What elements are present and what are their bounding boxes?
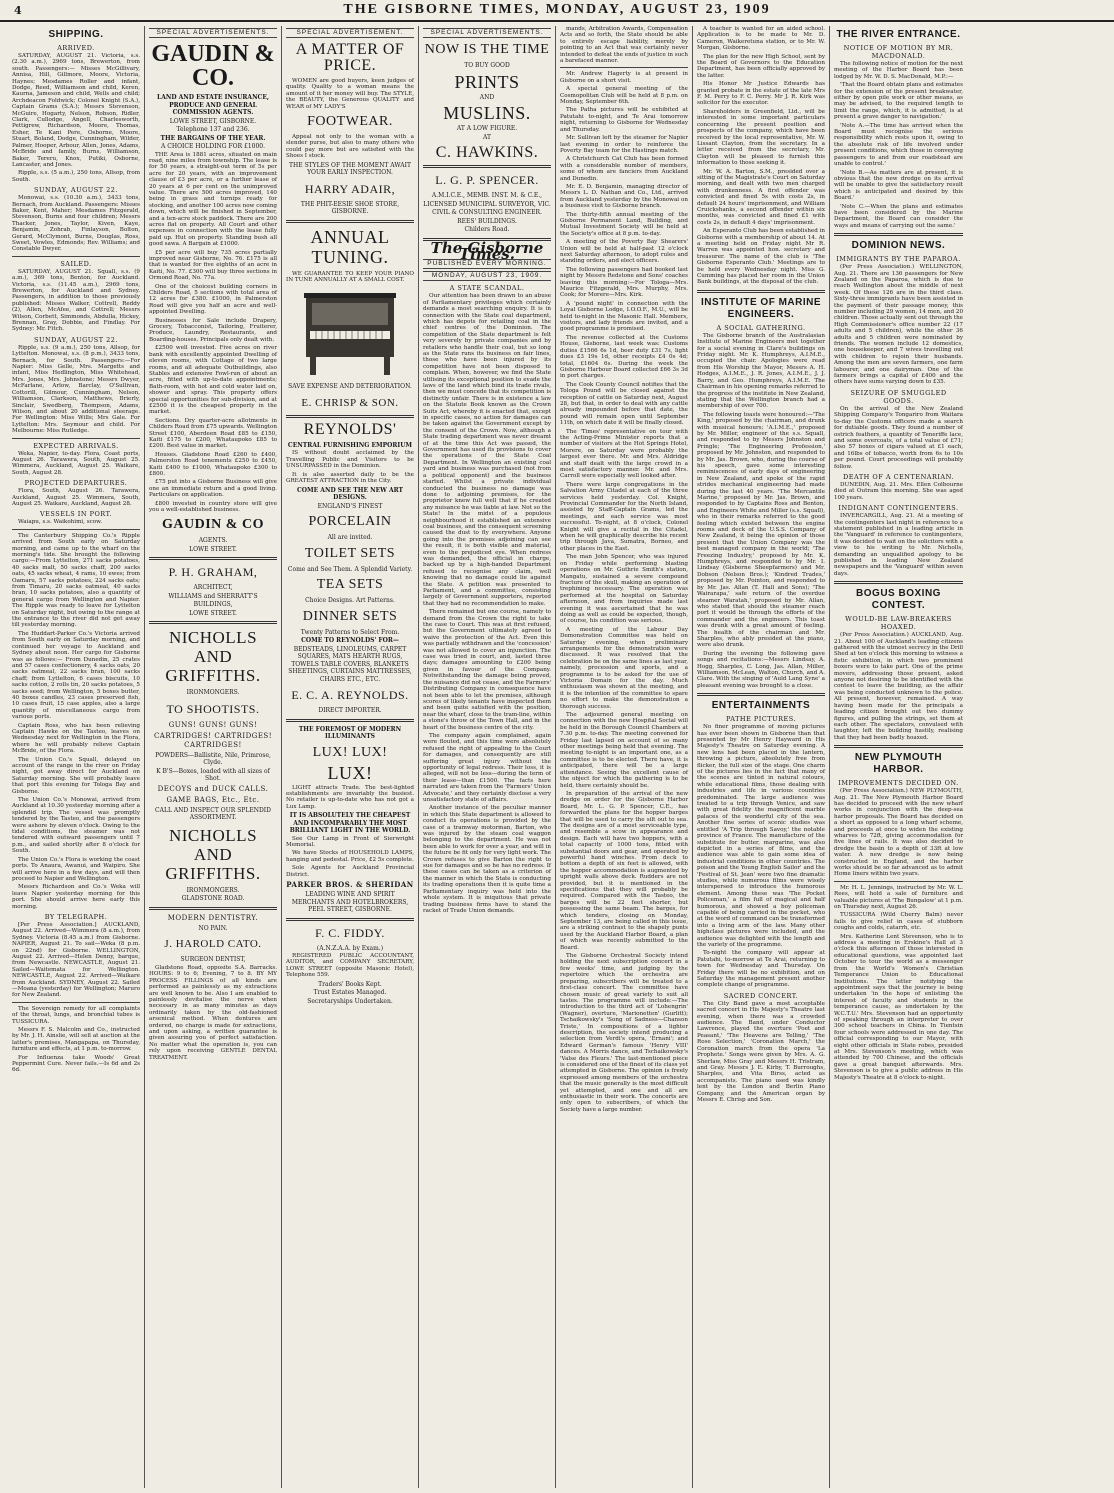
column-advertisements-2: SPECIAL ADVERTISEMENT. A MATTER OF PRICE. WOMEN are good buyers, keen judges of quality. Quality to a woman means the amount of it her money will buy. The STYLE, the BEAUTY, the Generous QUALITY and WEAR of MY LADY'S FOOTWEAR. Appeal not only to the woman with a slender purse, but also to many others who could pay more but are satisfied with the Shoes I stock. THE STYLES OF THE MOMENT AWAIT YOUR EARLY INSPECTION. HARRY ADAIR, THE PHIT-EESIE SHOE STORE, GISBORNE. ANNUAL TUNING. WE GUARANTEE TO KEEP YOUR PIANO IN TUNE ANNUALLY AT A SMALL COST. SAVE EXPENSE AND DETERIORATION. E. CHRISP & SON. REYNOLDS' CENTRAL FURNISHING EMPORIUM IS without doubt acclaimed by the Travelling Public and Visitors to be UNSURPASSED in the Dominion. It is also asserted daily to be the GREATEST ATTRACTION in the City. COME AND SEE THE NEW ART DESIGNS. ENGLAND'S FINEST PORCELAIN All are invited. TOILET SETS Come and See Them. A Splendid Variety. TEA SETS Choice Designs. Art Patterns. DINNER SETS Twenty Patterns to Select From. COME TO REYNOLDS' FOR— BEDSTEADS, LINOLEUMS, CARPET SQUARES, MATS HEARTH RUGS, TOWELS TABLE COVERS, BLANKETS SHEETINGS, CURTAINS MATTRESSES, CHAIRS ETC., ETC. E. C. A. REYNOLDS. DIRECT IMPORTER. THE FOREMOST OF MODERN ILLUMINANTS LUX! LUX! LUX! LIGHT attracts Trade. The best-lighted establishments are invariably the busiest. No retailer is up-to-date who has not got a Lux Lamp. IT IS ABSOLUTELY THE CHEAPEST AND INCOMPARABLY THE MOST BRILLIANT LIGHT IN THE WORLD. See Our Lamp in Front of Sierwright Memorial. We have Stocks of HOUSEHOLD LAMPS, hanging and pedestal. Price, £2 5s complete. Sole Agents for Auckland Provincial District. PARKER BROS. & SHERIDAN LEADING WINE AND SPIRIT MERCHANTS AND HOTELBROKERS, PEEL STREET, GISBORNE. F. C. FIDDY. (A.N.Z.A.A. by Exam.) REGISTERED PUBLIC ACCOUNTANT, AUDITOR, and COMPANY SECRETARY, LOWE STREET (opposite Masonic Hotel), Telephone 559. Traders' Books Kept. Trust Estates Managed. Secretaryships Undertaken. [282,26,419,1488]
section-heading-special: SPECIAL ADVERTISEMENTS. [423,28,551,38]
paragraph: The Sovereign remedy for all complaints of the throat, lungs, and bronchial tubes is TUSSICURA. [12,1005,140,1025]
ad-title-reynolds-2: E. C. A. REYNOLDS. [291,688,409,702]
paragraph: Ripple, s.s. (9 a.m.), 250 tons, Allsop, for Lyttelton. Monowai, s.s. (8 p.m.), 3433 tons, Bernach, for South. Passengers:—For Napier: Miss Gelle, Mrs. Margetts and infant, Miss Hedlington, Miss Whitehead, Mrs. Jones, Mrs. Johnstone; Messrs Dwyer, McFarlane, Arlow, Barclay, O'Sullivan, Cottorill, Gilmour, Cunningham, Nelson, Williamson, Clarkson, Matthews, Brierly, Sinclair, Swedberg, Thompson, Adams, Wilson, and about 20 additional steerage. For Wellington: Miss Wills; Mrs Gale. For Lyttelton: Mrs. Seymour and child. For Melbourne: Miss Rutledge. [12,344,140,435]
column-editorial: SPECIAL ADVERTISEMENTS. NOW IS THE TIME TO BUY GOOD PRINTS AND MUSLINS. AT A LOW FIGURE. AT C. HAWKINS. L. G. P. SPENCER. A.M.I.C.E., MEMB. INST. M. & C.E., LICENSED MUNICIPAL SURVEYOR, VIC. CIVIL & CONSULTING ENGINEER. REES' BUILDINGS. Childers Road. The Gisborne Times. PUBLISHED EVERY MORNING. MONDAY, AUGUST 23, 1909. A STATE SCANDAL. Our attention has been drawn to an abuse of Parliamentary privileges which certainly demands a most searching enquiry. It is in connection with the State coal department, which has depots for retailing coal in the chief centres of the Dominion. The competition of the State department is felt very severely by private companies and by retailers who handle their coal, but so long as the State runs its business on fair lines, those who have been injured by its competition have not been disposed to complain. When, however, we find the State utilising its exceptional position to evade the laws of the land which bind its trade rivals, then we must concede that its competition is distinctly unfair. There is in existence a law on the Statute Book known as the Crown Suits Act, whereby it is enacted that, except in specific cases, no action for damages can be taken against the Government except by the consent of the Crown. Now, although a State trading department was never dreamt of at the time this Act was passed, the Government has used its provisions to cover the operations of the State Coal Department. In Wellington an existing coal yard and business was purchased (not from a political opponent) and the business started. Whilst a private individual conducted the business no damage was done to adjoining premises, for the proprietor knew full well that if he created any nuisance he was liable at law. Not so the State! In the midst of a populous neighbourhood it established an extensive coal business, and the consequent screening caused the dust to fly everywhere. Anyone going into the premises adjoining can see the result, it is both visible and material, even to the prejudiced eye. When redress was demanded, the official in charge, backed up by a high-handed Department refused to recognise any claim, well knowing that no damage could lie against the State. A petition was presented to Parliament, and a committee, consisting largely of Government supporters, reported that they had no recommendation to make. There remained but one course, namely to demand from the Crown the right to take the case to Court. This was at first refused, but the Government ultimately agreed to waive the protection of the Act. Even this was partially withdrawn and the 'concession' was not allowed to cover an injunction. The case was tried in court, and, lasted three days; damages amounting to £200 being given in favour of the Company. Notwithstanding the damage being proved, the nuisance did not cease, and the Farmers' Distributing Company in consequence have not been able to let the premises, although scores of likely tenants have inspected them and been quite satisfied with the position, near the wharf, close to the tram-line, within a stone's throw of the Town Hall, and in the heart of the business centre of the city. The company again complained, again were flouted, and this time were absolutely refused the right of appealing to the Court for damages, and consequently are still suffering great injury without the opportunity of legal redress. Their loss, it is alleged, will not be less—during the term of their lease—than £1500. The facts here narrated are taken from the 'Farmers' Union Advocate,' and they certainly disclose a very unsatisfactory state of affairs. Another instance of the peculiar manner in which this State department is allowed to conduct its operations is provided by the case of a tramway motorman, Barton, who was injured by the steam coal waggon belonging to the department. He was not been able to work for over a year, and will in the future be fit only for very light work. The Crown refuses to give Barton the right to sue for damages and so he has no redress. If these cases can be taken as a criterion of the manner in which the State is conducting its trading operations then it is quite time a Parliamentary inquiry was held into the whole system. It is iniquitous that private trading business firms have to stand the racket of Trade Union demands. [419,26,556,1488]
paragraph: Ripple, s.s. (5 a.m.), 250 tons, Allsop, from South. [12,170,140,183]
paragraph: Messrs F. S. Malcolm and Co., instructed by Mr. J. H. Ainslie, will sell at auction at the latter's premises, Mangapapa, on Thursday, furniture and effects, at 1 p.m. to-morrow. [12,1027,140,1053]
ad-title-nicholls-2: NICHOLLS AND GRIFFITHS. [165,825,261,883]
column-local-news: mands, Arbitration Awards, Compensation Acts and so forth, the State should be able to entirely escape liability, merely by pointing to an Act that was certainly never intended to defeat the ends of justice in such a barefaced manner. Mr. Andrew Hagerty is at present in Gisborne on a short visit. A special general meeting of the Cosmopolitan Club will be held at 8 p.m. on Monday, September 6th. The Patha pictures will be exhibited at Patutahi to-night, and Te Arai tomorrow night, returning to Gisborne for Wednesday and Thursday. Mr. Sullivan left by the steamer for Napier last evening in order to reinforce the Poverty Bay team for the Hastings match. A Christchurch Cat Club has been formed with a considerable number of members, some of whom are fanciers from Auckland and Dunedin. Mr. E. D. Benjamin, managing director of Messrs L. D. Nathan and Co., Ltd., arrived from Auckland yesterday by the Monowai on a business visit to Gisborne branch. The thirty-fifth annual meeting of the Gisborne Permanent Land, Building, and Mutual Investment Society will be held at the Society's office at 8 p.m. to-day. A meeting of the Poverty Bay Shearers' Union will be held at half-past 12 o'clock next Saturday afternoon, to adopt rules and standing orders, and elect officers. The following passengers had booked last night by Messrs Redstone and Sons' coaches leaving this morning:—For Tologa—Mrs. Maurice Fitzgerald, Mrs. Murphy, Mrs. Cook; for Morere—Mrs. Kirk. A 'pound night' in connection with the Loyal Gisborne Lodge, I.O.O.F., M.U., will be held to-night in the Masonic Hall. Members, visitors, and lady friends are invited, and a good programme is promised. The revenue collected at the Customs House, Gisborne, last week was: Customs duties £1566 6s 1d, beer duty £31 7s, light dues £3 19s 1d, other receipts £4 0s 4d; total, £1604 6s. During the week the Gisborne Harbour Board collected £66 3s 3d in port charges. The Cook County Council notifies that the Tologa Pound will be closed against the reception of cattle on Saturday next, August 28, but that, in order to deal with any cattle already impounded before that date, the pound will remain open until September 11th, on which date it will be finally closed. The 'Times' representative on tour with the Acting-Prime Minister reports that a number of visitors at the Hot Springs Hotel, Morere, on Saturday were probably the largest ever there. Mr. and Mrs. Aldridge and staff dealt with the large crowd in a most satisfactory manner. Mr. and Mrs. Carroll were especially well looked after. There were large congregations in the Salvation Army Citadel at each of the three services held yesterday. Col. Knight, Provincial Commander for the North Island, assisted by Staff-Captain Grams, led the meetings, and each service was most successful. To-night, at 8 o'clock, Colonel Knight will give a recital in the Citadel, when he will graphically describe his recent trip through Java, Sumatra, Borneo, and other places in the East. The man John Spencer, who was injured on Friday while performing blasting operations on Mr. Guthrie Smith's station, Mangatu, sustained a severe compound fracture of the skull, making an operation of trephining necessary. The operation was performed at the hospital on Saturday afternoon, and from inquiries made last evening it was ascertained that he was doing as well as could be expected, though, of course, his condition was serious. A meeting of the Labour Day Demonstration Committee was held on Saturday evening, when preliminary arrangements for the demonstration were discussed. It was resolved that the celebration be on the same lines as last year, namely, procession and sports, and a programme is to be asked for the use of Victoria Domain for the day. Much enthusiasm was shown at the meeting, and it is the intention of the committee to spare no effort to make the demonstration a thorough success. The adjourned general meeting on connection with the new Hospital Social will be held in the Borough Council Chambers at 7.30 p.m. to-day. The meeting convened for Friday last lapsed on account of so many other meetings being held that evening. The meeting to-night is an important one, as a committee is to be elected. There have, it is anticipated, there will be a large attendance. Seeing the excellent cause of the object for which the gathering is to be held, there certainly should be. In preparation of the arrival of the new dredge on order for the Gisborne Harbor Board, Mr. L. G. P. Spencer, C.E., has forwarded the plans for the hopper barges that will be used to carry the silt out to sea. The designs are of a most serviceable type, and resemble a scow in appearance and design. Each will have two hoppers, with a total capacity of 1000 tons, fitted with substantial doors and gear, and operated by powerful hand winches. From deck to bottom a depth of six feet is allowed, with the hopper accommodation is augmented by upright walls above deck. Rudders are not provided, but it is mentioned in the specifications that they will probably be required. Compared with the Tasteo, the barges will be 22 feet shorter, but possessing the same beam. The barges, for which tenders, closing on Monday, September 13, are being called in this issue, are a striking contrast to the shapely punts used by the Auckland Harbor Board, a plan of which was recently submitted to the Board. The Gisborne Orchestral Society intend holding the next subscription concert in a few weeks' time, and judging by the repertoire which the orchestra are preparing, subscribers will be treated to a first-class concert. The committee have chosen music of great variety to suit all tastes. The programme will include:—The introduction to the third act of 'Lohengrin' (Wagner), overture, 'Marionetten' (Gurlitt); Tschaikowsky's 'Song of Sadness—Chanson Triste,' In compositions of a lighter description, the society intend producing a selection from Verdi's opera, 'Ernani'; and Edward German's famous 'Henry VIII' dances. A Morris dance, and Tschaikowsky's 'Valse des Fleurs.' The last-mentioned piece is considered one of the finest of its class yet attempted in Gisborne. The opinion is freely expressed among members of the orchestra that the music generally is the most difficult yet attempted, and one and all are enthusiastic in their work. The concerts are only open to subscribers, of which the Society have a large number. [556,26,693,1488]
page-number: 4 [14,3,22,17]
subheading-vessels: VESSELS IN PORT. [39,510,113,519]
subheading-projected: PROJECTED DEPARTURES. [24,479,128,488]
piano-illustration [300,287,400,379]
ad-title-fiddy: F. C. FIDDY. [315,925,385,940]
column-dominion-news: THE RIVER ENTRANCE. NOTICE OF MOTION BY MR. MACDONALD. The following notice of motion for the next meeting of the Harbor Board has been lodged by Mr. W. D. S. MacDonald, M.P.:— 'That the Board obtain plans and estimates for the extension of the present breakwater, either by open pile work or other means, as may be advised, to the required length to limit the range, which, it is admitted, is at present a grave danger to navigation.' 'Note A.—The time has arrived when the Board must recognise the serious responsibility which rests upon it, owing to the absolute risk of life involved under present conditions, which those in conveying passengers to and from our roadstead are unable to control.' 'Note B.—As matters are at present, it is obvious that the new dredge on its arrival will be unable to give the satisfactory result which is anticipated and desired by this Board.' 'Note C.—When the plans and estimates have been considered by the Marine Department, the Board can consider the ways and means of carrying out the same.' DOMINION NEWS. IMMIGRANTS BY THE PAPAROA. (Per Press Association.) WELLINGTON, Aug. 21. There are 136 passengers for New Zealand on the Paparoa, which is due to reach Wellington about the middle of next week. Of these 126 are in the third class. Sixty-three immigrants have been assisted in the payment of their passage money, this number including 29 women, 14 men, and 20 children. Those actually sent out through the High Commissioner's office number 22 (17 adults and 5 children), while the other 36 adults and 5 children were nominated by friends. The women include 12 domestics, one housekeeper, and 7 wives travelling out with children to rejoin their husbands. Among the men are seven farmers, one farm labourer, and one dairyman. One of the farmers brings a capital of £400 and the others have sums varying down to £35. SEIZURE OF SMUGGLED GOODS. On the arrival of the New Zealand Shipping Company's Tongariro from Waitara to-day the Customs officers made a search for dutiable goods. They found a number of ostrich feathers, a quantity of Teneriffe lace, and some overcoats, of a total value of £71; also 57 boxes of cigars valued at £1 each, and 16lbs of tobacco, worth from 6s to 10s per pound. Court proceedings will probably follow. DEATH OF A CENTENARIAN. DUNEDIN, Aug. 21. Mrs. Ellen Colbourne died at Outram this morning. She was aged 100 years. INDIGNANT CONTINGENTERS. INVERCARGILL, Aug. 21. At a meeting of the contingenters last night in reference to a statement published in a leading article in the 'Vanguard' in reference to contingenters, it was decided to wait on the solicitors with a view to his writing to Mr. Nicholls, demanding an unqualified apology to be published in leading New Zealand newspapers and the 'Vanguard' within seven days. BOGUS BOXING CONTEST. WOULD-BE LAW-BREAKERS HOAXED. (Per Press Association.) AUCKLAND, Aug. 21. About 100 of Auckland's leading citizens gathered with the utmost secrecy in the Drill Shed at ten o'clock this morning to witness a fistic exhibition, in which two prominent boxers were to take part. One of the prime movers, addressing those present, asked anyone not desiring to be identified with the contest to leave the building, as the affair was being conducted unknown to the police. All present, however, remained. A way having been made for the principals a leading citizen brought out two dummy figures, and pulling the strings, set them at each other. The spectators, convulsed with laughter, left the building hastily, realising that they had been badly hoaxed. NEW PLYMOUTH HARBOR. IMPROVEMENTS DECIDED ON. (Per Press Association.) NEW PLYMOUTH, Aug. 21. The New Plymouth Harbor Board has decided to proceed with the new wharf works in conjunction with the deep-sea harbor proposals. The Board has decided on a short as opposed to a long wharf scheme, and proceeds at once to widen the existing wharves to 72ft, giving accommodation for five lines of rails. It was also decided to dredge the basin to a depth of 33ft at low water. A new dredge is now being constructed in England, and the harbor works should be so far advanced as to admit Home liners within two years. Mr. H. L. Jennings, instructed by Mr. W. L. Rees, will hold a sale of furniture and valuable pictures at 'The Bungalow' at 1 p.m. on Thursday next, August 26. TUSSICURA (Wild Cherry Balm) never fails to give relief in cases of stubborn coughs and colds, catarrh, etc. Mrs. Katherine Lent Stevenson, who is to address a meeting in Erskine's Hall at 3 o'clock this afternoon of those interested in educational questions, was appointed last October to tour the world as a messenger from the World's Women's Christian Temperance Union to Educational Institutions. The letter notifying the appointment says that the journey is being undertaken 'in the hope of enlisting the interest of faculty and students in the temperance cause, as undertaken by the W.C.T.U.' Mrs. Stevenson had an opportunity of speaking through an interpreter to over 300 school teachers in China. In Tientsin four schools were addressed in one day. The official corresponding to our Mayor, with eight other officials in State robes, presided at Mrs. Stevenson's meeting, which was attended by 700 Chinese, and the officials gave a great banquet afterwards. Mrs. Stevenson is to give a public address in His Majesty's Theatre at 8 o'clock to-night. [834,29,964,1081]
paragraph: The Union Co.'s Monowai, arrived from Auckland at 10.30 yesterday morning after a splendid trip. The vessel was promptly tendered by the Tasteo, and the passengers were ashore by eleven o'clock. Owing to the tidal conditions, the steamer was not tendered with outward passengers until 7 p.m., and sailed shortly after 8 o'clock for South. [12,797,140,855]
paragraph: [Per Press Association.] AUCKLAND, August 22. Arrived—Wimmera (8 a.m.), from Sydney. Victoria (8.45 a.m.) from Gisborne. NAPIER, August 21. To sail—Weka (8 p.m. on 22nd) for Gisborne. WELLINGTON, August 22. Arrived—Helen Denny, barque, from Newcastle. NEWCASTLE, August 21. Sailed—Waitemata for Wellington. NEWCASTLE, August 22. Arrived—Waikare from Auckland. SYDNEY, August 22. Sailed—Moana (yesterday) for Wellington; Maruro for New Zealand. [12,921,140,999]
ad-title-nicholls: NICHOLLS AND GRIFFITHS. [165,628,261,686]
subheading: SUNDAY, AUGUST 22. [34,335,118,344]
paragraph: Captain Ross, who has been relieving Captain Hawke on the Tasteo, leaves on Wednesday next for Wellington in the Flora, where he will probably relieve Captain McBride, of the Flora. [12,722,140,755]
subheading: SUNDAY, AUGUST 22. [34,186,118,195]
subheading-sailed: SAILED. [60,259,92,268]
ad-title-cato: J. HAROLD CATO. [164,938,262,951]
column-advertisements-1: SPECIAL ADVERTISEMENTS. GAUDIN & CO. LAND AND ESTATE INSURANCE, PRODUCE AND GENERAL COMMISSION AGENTS. LOWE STREET, GISBORNE. Telephone 137 and 236. THE BARGAINS OF THE YEAR. A CHOICE HOLDING FOR £1000. THE Area is 1881 acres, situated on main road, nine miles from township. The lease is for 50 years, a straight-out term of 5s per acre for 20 years, with an improvement clause of £3 per acre, or a further lease of 20 years at 6 per cent on the unimproved value. There are 500 acres improved, 140 being in grass and turnips ready for stocking, and another 100 acres now coming down, which will be finished in September, and a ten-acre stock paddock. There are 200 acres flat on property. All Court and other expenses in connection with the lease fully paid up. Hut on property. Standing bush all good sawa. A Bargain at £1000. £5 per acre will buy 735 acres partially improved near Gisborne, No. 76. £175 is all that is wanted for five eighths of an acre in Kaiti, No. 77. £300 will buy three sections in Ormond Road, No. 77a. One of the choicest building corners in Childers Road, 5 sections with total area of 12 acres for £380. £1000, in Palmerston Road will give you half an acre and well-appointed Dwelling. Businesses for Sale include Drapery, Grocery, Tobacconist, Tailoring, Fruiterer, Produce, Laundry, Restaurants, and Boarding-houses. Principals only dealt with. £2500 well invested. Five acres on river bank with excellently appointed Dwelling of eleven rooms, with Cottage of two large rooms, and all adequate Outbuildings, also Stables and extensive Fowl-run of about an acre, fitted with up-to-date appointments; Bath-room, with hot and cold water laid on, shower and spray. This property offers special opportunities for sub-division, and at £2500 it is the cheapest property in the market. Sections. Dry quarter-acre allotments in Childers Road from £75 upwards. Wellington Street £100, Aberdeen Road £85 to £150, Kaiti £175 to £200, Whataupoko £85 to £200. Best value in market. Houses. Gladstone Road £260 to £400, Palmerston Road tenements £250 to £450, Kaiti £400 to £1000, Whataupoko £300 to £800. £75 put into a Gisborne Business will give one an immediate return and a good living. Particulars on application. £800 invested in country store will give you a well-established business. GAUDIN & CO AGENTS. LOWE STREET. P. H. GRAHAM, ARCHITECT, WILLIAMS and SHERRATT'S BUILDINGS, LOWE STREET. NICHOLLS AND GRIFFITHS. IRONMONGERS. TO SHOOTISTS. GUNS! GUNS! GUNS! CARTRIDGES! CARTRIDGES! CARTRIDGES! POWDERS—Ballistite, Nile, Primrose, Clyde. K B'S—Boxes, loaded with all sizes of Shot. DECOYS and DUCK CALLS. GAME BAGS, Etc., Etc. CALL AND INSPECT OUR SPLENDID ASSORTMENT. NICHOLLS AND GRIFFITHS. IRONMONGERS. GLADSTONE ROAD. MODERN DENTISTRY. NO PAIN. J. HAROLD CATO. SURGEON DENTIST, Gladstone Road, opposite S.A. Barracks. HOURS: 9 to 6; Evening, 7 to 8. BY MY PROCESS FILLINGS of all kinds are performed as painlessly as my extractions are well known to be. Also I am enabled to painlessly devitalise the nerve when necessary in as many minutes as days ordinarily taken by the old-fashioned arsenical method. When dentures are ordered, no charge is made for extractions, and upon asking, a written guarantee is given assuring you of perfect satisfaction. No matter what the operation is, you can rely upon receiving GENTLE DENTAL TREATMENT. [145,26,282,1488]
ad-title-gaudin-2: GAUDIN & CO [162,517,264,533]
section-heading-bogus-boxing: BOGUS BOXING CONTEST. [856,588,941,612]
paragraph: SATURDAY, AUGUST 21. Victoria, s.s. (2.30 a.m.), 2969 tons, Brewerton, from south. Passengers:— Misses McGillivary, Annisa, Hill, Gillmore, Moore, Victoria, Haynes; Mesdames Roller and infant, Dodge, Reed, Williamson and child, Keren, Kaurna, Jameson and child, Wells and child; Archdeacon Foldwick; Colonel Knight (S.A.), Captain Grams (S.A.); Messrs Stevenson, McGuire, Hogarty, Nelson, Robson, Ridler, Clark, Cullodge, Angell, Charlesworth, Pettigrew, Richardson, Moore, Thomas, Esher, Te Kani Pere, Osborne, Moore, Stuart, Boland, Dodge, Cunningham, Wilder, Palmer, Hooper, Arbour, Allen, Jones, Adams, McBride and family, Burns, Williamson, Baker, Tereru, Knox, Putiki, Osborne, Lancaster, and Jones. [12,53,140,168]
section-heading-entertainments: ENTERTAINMENTS [711,700,811,712]
paragraph: Monowai, s.s. (10.30 a.m.), 3433 tons, Bernach, from Auckland. Passengers: Misses Baker, Kent, Maher; Mesdames Fitzgerald, Stevenson, Burns and four children; Messrs Thacker, Jones, Taylor, Kiven, Kaye, Benjamin, Zohrab, Finlayson, Bolton, Gerard, McClymont, Burns, Douglas, Ross, Sweet, Vowles, Edmonds; Rev. Williams; and Constable Dwyer. [12,195,140,253]
subheading-expected: EXPECTED ARRIVALS. [33,441,119,450]
section-heading-special: SPECIAL ADVERTISEMENT. [286,28,414,38]
paragraph: Flora, South, August 26. Tarawera, Auckland, August 25. Wimmera, South, August 25. Waikare, Auckland, August 28. [12,488,140,507]
ad-title-hawkins: C. HAWKINS. [435,144,539,161]
section-heading-special: SPECIAL ADVERTISEMENTS. [149,28,277,38]
ad-title-chrisp: E. CHRISP & SON. [301,396,399,409]
column-shipping [8,26,145,1488]
section-heading-institute: INSTITUTE OF MARINE ENGINEERS. [700,296,822,320]
issue-date: MONDAY, AUGUST 23, 1909. [423,271,551,281]
paragraph: The Huddart-Parker Co.'s Victoria arrived from South early on Saturday morning, and continued her voyage to Auckland and Sydney about noon. Her cargo for Gisborne was as follows:— From Dunedin, 25 crates and 57 cases confectionery, 4 sacks oats, 20 sacks oatmeal, 22 sacks bran, 100 sacks chaff; from Lyttelton, 6 cases biscuits, 10 sacks cotton, 2 rolls tin, 20 sacks potatoes, 5 sacks seed; from Wellington, 5 boxes butter, 40 boxes candles, 23 cases preserved fish, 10 cases fruit, 15 case apples, also a large quantity of miscellaneous cargo from various ports. [12,630,140,721]
ad-title-spencer: L. G. P. SPENCER. [435,173,539,187]
paragraph: The Union Co.'s Flora is working the coast ports. To Anaura, Awanui, and Waipiro. She will arrive here in a few days, and will then proceed to Napier and Wellington. [12,856,140,882]
paragraph: For Influenza take Woods' Great Peppermint Cure. Never fails.—Is 6d and 2s 6d. [12,1054,140,1074]
editorial-heading: A STATE SCANDAL. [449,284,525,293]
ad-title-now-is-the-time: NOW IS THE TIME [424,42,550,57]
section-heading-new-plymouth: NEW PLYMOUTH HARBOR. [854,752,943,776]
paragraph: The Union Co.'s Squall, delayed on account of the range in the river on Friday night, got away direct for Auckland on Saturday morning. She will probably leave that port this evening for Tologa Bay and Gisborne. [12,756,140,795]
ad-title-adair: HARRY ADAIR, [304,181,396,196]
ad-title-lux: LUX! [327,762,373,783]
section-heading-shipping: SHIPPING. [48,29,104,40]
paragraph: SATURDAY, AUGUST 21. Squall, s.s. (9 a.m.), 369 tons, Benton, for Auckland. Victoria, s.s. (11.45 a.m.), 2969 tons, Brewerton, for Auckland and Sydney. Passengers, in addition to those previously published: Misses Walker, Cottrell, Reddy (2), Allen, McAfee, and Cottrell; Messrs Wilson, Corbett, Simmonds, Abdulla, Hickey, Brennan, Gray, Dobbie, and Findlay. For Sydney: Mr. Fitch. [12,268,140,333]
ad-title-gaudin: GAUDIN & CO. [151,41,275,91]
ad-title-graham: P. H. GRAHAM, [168,565,258,580]
section-heading-dominion: DOMINION NEWS. [851,240,946,252]
masthead [0,0,1114,22]
subheading-telegraph: BY TELEGRAPH. [44,912,108,921]
ad-title-reynolds: REYNOLDS' [303,420,397,438]
ad-title-matter-of-price: A MATTER OF PRICE. [295,41,405,74]
paragraph: The Canterbury Shipping Co.'s Ripple arrived from South early on Saturday morning, and came up to the wharf on the morning's tide. She brought the following cargo:—From Lyttelton, 271 sacks potatoes, 40 sacks malt, 50 sacks chaff, 200 sacks oats, 45 sacks wheat, 4 rams, 10 ewes; from Oamaru, 57 sacks potatoes, 224 sacks oats; from Timaru, 20 sacks oatmeal, 40 sacks bran, 10 sacks potatoes, also a quantity of general cargo from Wellington and Napier. The Ripple was ready to leave for Lyttelton on Saturday night, but owing to the range at the entrance to the river did not get away till yesterday morning. [12,532,140,629]
newspaper-title: THE GISBORNE TIMES, MONDAY, AUGUST 23, 1909 [343,2,771,17]
ad-title-parker: PARKER BROS. & SHERIDAN [286,880,414,890]
columns [8,26,1106,1488]
paragraph: Weka, Napier, to-day. Flora, Coast ports, August 26. Tarawera, South, August 25. Wimmera, Auckland, August 25. Waikare, South, August 28. [12,450,140,476]
section-heading-river: THE RIVER ENTRANCE. [836,29,961,40]
paragraph: Waiapu, s.s. Waikohimi, scow. [18,519,102,526]
column-local-news-2: A teacher is wanted for an aided school. Application is to be made to Mr. D. Cameron, Waikeretuna station, or to Mr. W. Morgan, Gisborne. The plan for the new High School, sent by the Board of Governors to the Education Department, has been officially approved by the latter. His Honor Mr Justice Edwards has granted probate in the estate of the late Mrs F. M. Perry to F. C. Perry. Mr J. R. Kirk was solicitor for the executor. Shareholders in Greenfield, Ltd., will be interested in some important particulars concerning the present position and prospects of the company, which have been received by the local representative, Mr. W. Lissant Clayton, from the secretary. In a letter received from the secretary, Mr. Clayton will be pleased to furnish this information to those seeking it. Mr. W. A. Barton, S.M., presided over a sitting of the Magistrate's Court on Saturday morning, and dealt with two men charged with drunkenness. A first offender was convicted and fined 5s with costs 2s, in default 24 hours' imprisonment, and William Cruickshanks, a second offender within six months, was convicted and fined £1 with costs 2s, in default 4 days' imprisonment. An Esperanto Club has been established in Gisborne with a membership of about 14. At a meeting held on Friday night Mr R. Warren was appointed hon. secretary and treasurer. The name of the club is 'The Gisborne Esperanto Club.' Meetings are to be held every Wednesday night. Miss G. Cumming has placed her room in the Union Bank buildings, at the disposal of the club. INSTITUTE OF MARINE ENGINEERS. A SOCIAL GATHERING. The Gisborne branch of the Australasian Institute of Marine Engineers met together for a social evening in Clare's buildings on Friday night. Mr. K. Humphreys, A.I.M.E., occupied the chair. Apologies were read from His Worship the Mayor, Messrs A. H. Hodges, A.I.M.E., J. R. Jones, A.I.M.E., J. J. Barry, and Geo. Humphreys, A.I.M.E. The Chairman in his opening remarks referred to the progress of the institute in New Zealand, stating that the Wellington branch had a membership of over 700. The following toasts were honoured:—'The King,' proposed by the chairman, and drunk with musical honours; 'A.I.M.E.,' proposed by Mr. Miller, engineer of the s.s. Squall, and responded to by Messrs Johnston and Pringle; 'The Engineering Profession,' proposed by Mr. Johnston, and responded to by Mr. Jas. Brown, who, during the course of his speech, gave some interesting reminiscences of early days of engineering in New Zealand, and spoke of the rapid strides mechanical engineering had made during the last 40 years. 'The Mercantile Marine,' proposed by Mr. Jas. Brown, and responded to by Captains Ross and Benton, and Engineers White and Miller (s.s. Squall), who in their remarks referred to the good feeling which existed between the engine rooms and deck of the U.S.S. Company of New Zealand, it being the opinion of those present that the Union Company was the best managed company in the world; 'The Freezing Industry,' proposed by Mr. K. Humphreys, and responded to by Mr. I. Lindsay (Gisborne Sheepfarmers) and Mr. Dobson (Nelson Bros.); 'Kindred Trades,' proposed by Mr. Pointon, and responded to by Mr. Jas. Allan (T. Hall and Sons); 'The Wairarapa,' safe return of the overdue steamer Waratah,' proposed by Mr. Allan, who stated that should the steamer reach port it would be through the efforts of the commander and the engineers. This toast was drunk with a great amount of feeling. The health of the chairman and Mr. Sharples, who ably presided at the piano, were also drunk. During the evening the following gave songs and recitations:—Messrs Lindsay, A. Hogg, Sharples, C. Long, Jas. Allan, Miller, Williamson, McLean, Walton, Church, and A. Clare. With the singing of 'Auld Lang Syne' a pleasant evening was brought to a close. ENTERTAINMENTS PATHE PICTURES. No finer programme of moving pictures has ever been shown in Gisborne than that presented by Mr Henry Hayward in His Majesty's Theatre on Saturday evening. A new lens had been placed in the lantern, throwing a picture, absolutely free from flicker, the full size of the stage. One charm of the pictures lies in the fact that many of the scenes are tinted in natural colours, while educational films, those dealing with industries and life in various countries predominated. The large audience was treated to a trip through Venice, and saw with great fidelity the magnificent marble palaces of the wonderful city of the sea. Another fine series of scenic studies was entitled 'A Trip through Savoy,' the notable province of France. The manufacture of the substitute for butter, margarine, was also depicted in a series of films, and the audience was able to gain some idea of industrial conditions in other countries. The poison and the Young English Sailor' and the 'Festival of St. Jean' were two fine dramatic studies, while numerous films were wisely interspersed to introduce the humorous element. Among these was 'The Pocket Policeman,' a film full of magical and half humorous, and showed a boy policeman capable of being carried in the pocket, who at the word of command can be transformed into a living arm of the law. Many other highclass pictures were included, and the audience was delighted with the length and the variety of the programme. To-night the company will appear at Patutahi, to-morrow at Te Arai, returning to town for Wednesday and Thursday. On Friday there will be no exhibition, and on Saturday the management present another complete change of programme. SACRED CONCERT. The City Band gave a most acceptable sacred concert in His Majesty's Theatre last evening, when there was a crowded audience. The Band, under Conductor Lawrence, played the overture 'Poet and Peasant,' 'The Heavens are Telling,' 'The Rose Selection,' 'Coronation March,' the Coronation march from the opera 'La Prophete.' Songs were given by Mrs. A. G. Sherlaw, Miss Gray and Messrs H. Tristram, and Gray. Messrs J. E. Kirby, T. Burroughs, Sharples, and Vita Birss, acted as accompanists. The piano used was kindly lent by the London and Berlin Piano Company, and the American organ by Messrs E. Chrisp and Son. [693,26,830,1488]
subheading-arrived: ARRIVED. [57,44,95,52]
paragraph: Messrs Richardson and Co.'s Weka will leave Napier yesterday morning for this port. She should arrive here early this morning. [12,884,140,910]
paper-nameplate: The Gisborne Times. [430,238,544,263]
ad-title-annual-tuning: ANNUAL TUNING. [310,226,390,267]
